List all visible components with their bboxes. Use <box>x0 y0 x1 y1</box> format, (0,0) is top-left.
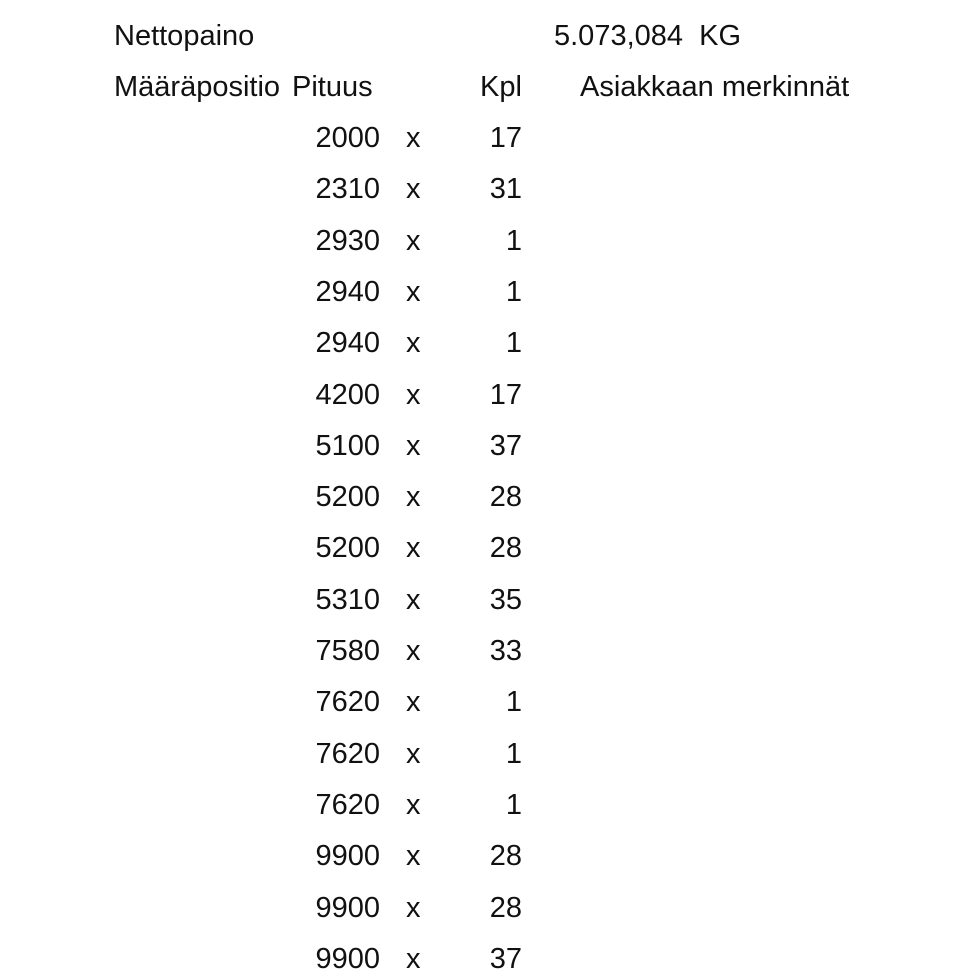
quantity-cell: 1 <box>505 737 522 770</box>
table-row <box>0 325 960 361</box>
column-header-qty: Kpl <box>480 71 522 103</box>
table-row <box>0 787 960 823</box>
length-cell: 4200 <box>315 378 380 411</box>
times-separator: x <box>406 224 421 257</box>
times-separator: x <box>406 275 421 308</box>
column-header-position: Määräpositio <box>114 71 281 103</box>
length-cell: 5100 <box>315 429 380 462</box>
quantity-cell: 28 <box>489 532 522 565</box>
table-row <box>0 684 960 720</box>
length-cell: 9900 <box>315 891 380 924</box>
table-row <box>0 736 960 772</box>
length-cell: 9900 <box>315 942 380 975</box>
times-separator: x <box>406 532 421 565</box>
times-separator: x <box>406 122 421 154</box>
table-row <box>0 479 960 515</box>
table-row <box>0 223 960 259</box>
length-cell: 5310 <box>315 583 380 616</box>
times-separator: x <box>406 737 421 770</box>
times-separator: x <box>406 686 421 719</box>
times-separator: x <box>406 583 421 616</box>
quantity-cell: 28 <box>489 481 522 514</box>
quantity-cell: 35 <box>489 583 522 616</box>
table-row <box>0 633 960 669</box>
times-separator: x <box>406 788 421 821</box>
quantity-cell: 28 <box>489 891 522 924</box>
length-cell: 2940 <box>315 275 380 308</box>
times-separator: x <box>406 635 421 667</box>
quantity-cell: 17 <box>489 122 522 154</box>
length-cell: 7620 <box>315 737 380 770</box>
quantity-cell: 1 <box>505 327 522 360</box>
length-cell: 5200 <box>315 481 380 514</box>
times-separator: x <box>406 891 421 924</box>
times-separator: x <box>406 327 421 360</box>
column-header-length: Pituus <box>292 71 373 103</box>
length-cell: 2930 <box>315 224 380 257</box>
times-separator: x <box>406 840 421 873</box>
table-row <box>0 377 960 413</box>
quantity-cell: 33 <box>489 635 522 667</box>
length-cell: 2000 <box>315 122 380 154</box>
quantity-cell: 28 <box>489 840 522 873</box>
quantity-cell: 37 <box>489 942 522 975</box>
quantity-cell: 31 <box>489 173 522 206</box>
length-cell: 7620 <box>315 788 380 821</box>
quantity-cell: 1 <box>505 275 522 308</box>
quantity-cell: 17 <box>489 378 522 411</box>
length-cell: 7620 <box>315 686 380 719</box>
quantity-cell: 1 <box>505 686 522 719</box>
table-row <box>0 941 960 977</box>
table-row <box>0 428 960 464</box>
quantity-cell: 1 <box>505 788 522 821</box>
quantity-cell: 37 <box>489 429 522 462</box>
column-header-customer-notes: Asiakkaan merkinnät <box>580 71 850 103</box>
times-separator: x <box>406 378 421 411</box>
table-row <box>0 582 960 618</box>
table-row <box>0 530 960 566</box>
length-cell: 5200 <box>315 532 380 565</box>
table-row <box>0 274 960 310</box>
length-cell: 2940 <box>315 327 380 360</box>
table-row <box>0 890 960 926</box>
quantity-cell: 1 <box>505 224 522 257</box>
net-weight-value: 5.073,084 KG <box>554 20 742 52</box>
length-cell: 2310 <box>315 173 380 206</box>
table-row <box>0 171 960 207</box>
length-cell: 9900 <box>315 840 380 873</box>
times-separator: x <box>406 429 421 462</box>
table-row <box>0 120 960 156</box>
net-weight-label: Nettopaino <box>114 20 255 52</box>
times-separator: x <box>406 942 421 975</box>
times-separator: x <box>406 481 421 514</box>
table-row <box>0 838 960 874</box>
times-separator: x <box>406 173 421 206</box>
length-cell: 7580 <box>315 635 380 667</box>
